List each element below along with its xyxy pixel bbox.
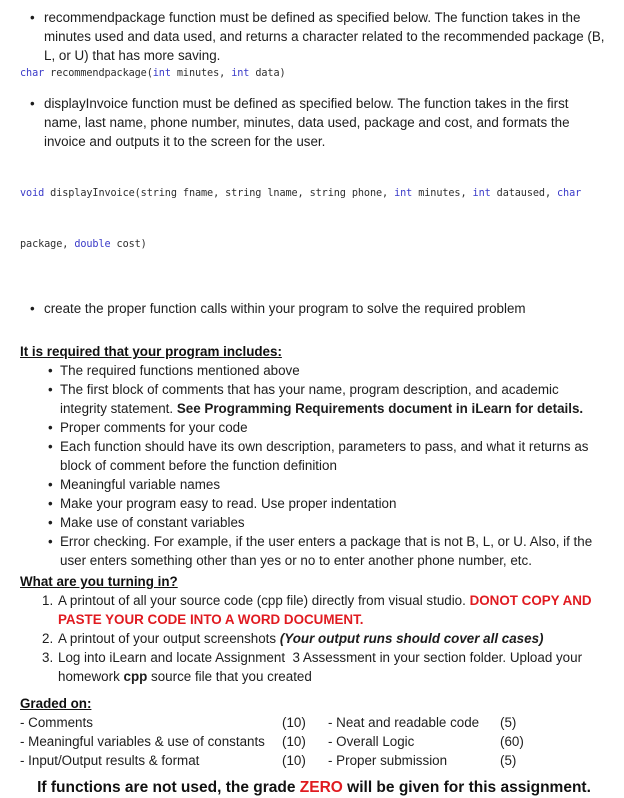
turnin-text-plain: source file that you created (147, 669, 312, 684)
requirements-heading: It is required that your program includes: (20, 344, 282, 359)
requirement-text (60, 380, 608, 418)
bullet-icon: • (48, 420, 53, 435)
bullet-icon: • (30, 96, 35, 111)
requirement-text: Make use of constant variables (60, 515, 245, 530)
turnin-item (20, 629, 608, 648)
code-keyword: double (74, 239, 111, 250)
requirement-text: Make your program easy to read. Use proper indentation (60, 496, 397, 511)
grade-score: (60) (500, 734, 524, 749)
turnin-text (58, 591, 608, 629)
item-number: 1. (42, 593, 54, 608)
spec-bullet-recommendpackage (20, 8, 608, 65)
bullet-icon: • (48, 496, 53, 511)
turnin-text-plain: A printout of your output screenshots (58, 631, 280, 646)
turnin-heading: What are you turning in? (20, 574, 178, 589)
bullet-icon: • (48, 534, 53, 549)
requirement-text: Error checking. For example, if the user enters a package that is not B, L, or U. Also, if the user enters something other than yes or no to enter another phone number, etc. (60, 534, 596, 568)
grade-label: - Input/Output results & format (20, 753, 200, 768)
warning-text-plain: will be given for this assignment. (342, 779, 591, 796)
code-text: package, (20, 239, 75, 250)
grade-label: - Comments (20, 715, 93, 730)
code-line (20, 185, 608, 202)
requirement-item (20, 418, 608, 437)
warning-text-zero: ZERO (299, 779, 343, 796)
grade-score: (5) (500, 715, 517, 730)
code-text: minutes, (412, 188, 473, 199)
grade-label: - Meaningful variables & use of constants (20, 734, 265, 749)
grade-score: (5) (500, 753, 517, 768)
code-keyword: void (20, 188, 45, 199)
turnin-text (58, 648, 608, 686)
bullet-text: recommendpackage function must be defined as specified below. The function takes in the minutes used and data used, and returns a character related to the recommended package (B, L, or U) that has more saving. (44, 10, 609, 63)
turnin-text-warning: DONOT COPY AND PASTE YOUR CODE INTO A WORD DOCUMENT. (58, 593, 596, 627)
bullet-icon: • (48, 439, 53, 454)
item-number: 3. (42, 650, 54, 665)
code-keyword: int (472, 188, 491, 199)
graded-heading: Graded on: (20, 696, 92, 711)
grade-label: - Overall Logic (328, 734, 415, 749)
code-text: dataused, (490, 188, 558, 199)
requirement-text-plain: The first block of comments that has your name, program description, and academic integrity statement. (60, 382, 563, 416)
zero-grade-warning (20, 777, 608, 798)
bullet-icon: • (48, 477, 53, 492)
code-displayinvoice-signature (20, 151, 608, 287)
spec-bullet-displayinvoice (20, 94, 608, 151)
code-recommendpackage-signature (20, 65, 608, 82)
bullet-icon: • (48, 363, 53, 378)
turnin-text-plain: A printout of all your source code (cpp file) directly from visual studio. (58, 593, 470, 608)
requirement-item (20, 532, 608, 570)
turnin-item (20, 591, 608, 629)
code-keyword: char (20, 68, 45, 79)
code-text: minutes, (170, 68, 232, 79)
requirement-text-bold: See Programming Requirements document in iLearn for details. (176, 401, 584, 416)
requirement-text: The required functions mentioned above (60, 363, 300, 378)
code-line (20, 236, 608, 253)
bullet-text: displayInvoice function must be defined as specified below. The function takes in the first name, last name, phone number, minutes, data used, package and cost, and formats the invoice and outputs it to the screen for the user. (44, 96, 574, 149)
turnin-item (20, 648, 608, 686)
item-number: 2. (42, 631, 54, 646)
requirement-item (20, 494, 608, 513)
requirement-item (20, 475, 608, 494)
warning-text-plain: If functions are not used, the grade (37, 779, 300, 796)
code-text: cost) (110, 239, 147, 250)
bullet-icon: • (30, 10, 35, 25)
bullet-icon: • (48, 382, 53, 397)
grade-score: (10) (282, 715, 306, 730)
bullet-text: create the proper function calls within your program to solve the required problem (44, 301, 526, 316)
turnin-text (58, 629, 608, 648)
grade-score: (10) (282, 734, 306, 749)
bullet-icon: • (30, 301, 35, 316)
code-keyword: char (557, 188, 582, 199)
grading-table (20, 713, 608, 770)
code-keyword: int (231, 68, 250, 79)
requirement-text: Proper comments for your code (60, 420, 248, 435)
bullet-icon: • (48, 515, 53, 530)
grade-score: (10) (282, 753, 306, 768)
code-keyword: int (394, 188, 413, 199)
grade-label: - Neat and readable code (328, 715, 480, 730)
turnin-text-bold: cpp (123, 669, 148, 684)
requirement-item (20, 380, 608, 418)
grade-label: - Proper submission (328, 753, 448, 768)
code-text: recommendpackage( (44, 68, 153, 79)
turnin-text-emphasis: (Your output runs should cover all cases) (279, 631, 544, 646)
spec-bullet-function-calls (20, 299, 608, 318)
requirement-item (20, 361, 608, 380)
code-text: displayInvoice(string fname, string lname, string phone, (44, 188, 395, 199)
requirement-text: Meaningful variable names (60, 477, 221, 492)
requirement-item (20, 513, 608, 532)
requirement-item (20, 437, 608, 475)
code-keyword: int (152, 68, 171, 79)
requirement-text: Each function should have its own description, parameters to pass, and what it returns as block of comment before the function definition (60, 439, 593, 473)
code-text: data) (249, 68, 286, 79)
turnin-text-plain: Log into iLearn and locate Assignment 3 Assessment in your section folder. Upload your homework (58, 650, 586, 684)
